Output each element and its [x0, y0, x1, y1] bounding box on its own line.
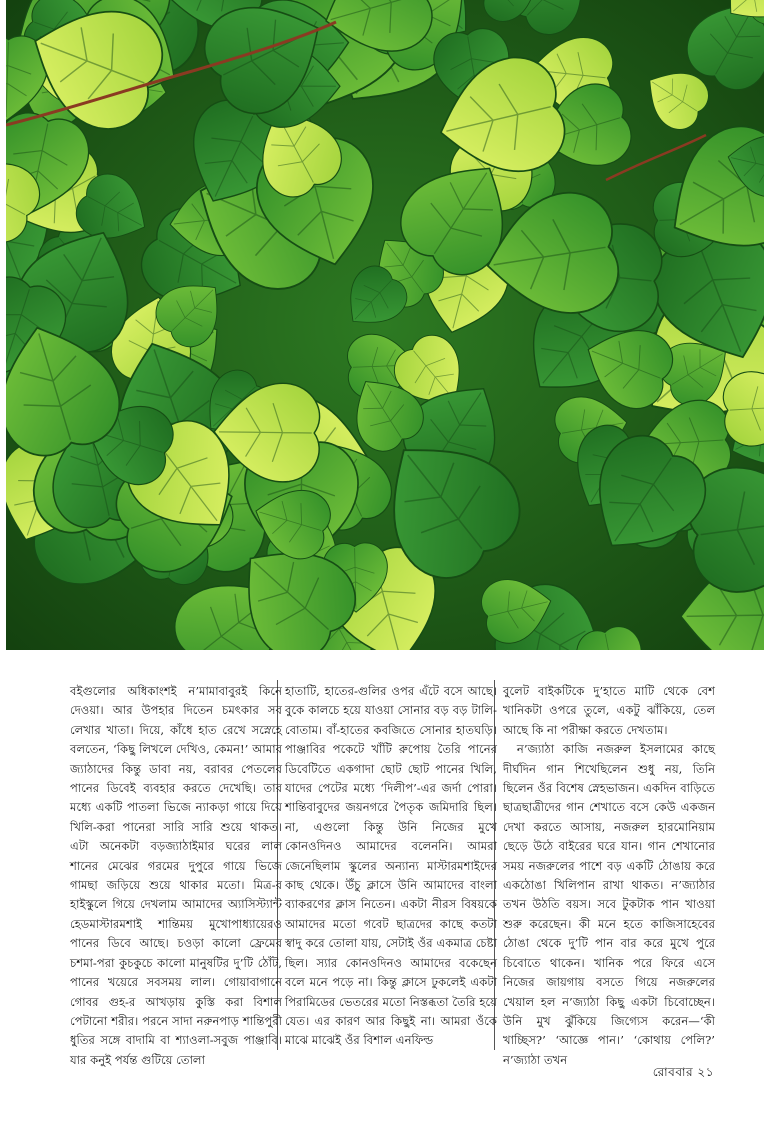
article-paragraph: বইগুলোর অধিকাংশই ন’মামাবাবুরই কিনে দেওয়া। আর উপহার দিতেন চমৎকার সব লেখার খাতা। দিয়ে, কাঁধে হাত রেখে সস্নেহে বলতেন, ‘কিছু লিখলে দেখিও, কেমন!’ আমার জ্যাঠাদের কিন্তু ডাবা নয়, বরাবর পেতলের পানের ডিবেই ব্যবহার করতে দেখেছি। তার মধ্যে একটি পাতলা ভিজে ন্যাকড়া গায়ে দিয়ে খিলি-করা পানেরা সারি সারি শুয়ে থাকত। এটা অনেকটা বড়জ্যাঠাইমার ঘরের লাল শানের মেঝের গরমের দুপুরে গায়ে ভিজে গামছা জড়িয়ে শুয়ে থাকার মতো। মিত্র-র হাইস্কুলে গিয়ে দেখলাম আমাদের অ্যাসিস্ট্যান্ট হেডমাস্টারমশাই শান্তিময় মুখোপাধ্যায়েরও পানের ডিবে আছে। চওড়া কালো ফ্রেমের চশমা-পরা কুচকুচে কালো মানুষটির দু’টি ঠোঁট, পানের খয়েরে সবসময় লাল। গোয়াবাগানে গোবর গুহ-র আখড়ায় কুস্তি করা বিশাল পেটানো শরীর। পরনে সাদা নরুনপাড় শান্তিপুরী ধুতির সঙ্গে বাদামি বা শ্যাওলা-সবুজ পাঞ্জাবি। যার কনুই পর্যন্ত গুটিয়ে তোলা — [70, 684, 282, 1067]
article-column-3 — [503, 682, 715, 1070]
article-column-2 — [285, 682, 497, 1051]
article-column-1 — [70, 682, 282, 1070]
leaves-illustration — [6, 0, 764, 650]
page-folio: রোববার ২১ — [652, 1065, 714, 1079]
article-paragraph: ন’জ্যাঠা কাজি নজরুল ইসলামের কাছে দীর্ঘদিন গান শিখেছিলেন শুধু নয়, তিনি ছিলেন ওঁর বিশেষ স্নেহভাজন। একদিন বাড়িতে ছাত্রছাত্রীদের গান শেখাতে বসে কেউ একজন দেখা করতে আসায়, নজরুল হারমোনিয়াম ছেড়ে উঠে বাইরের ঘরে যান। গান শেখানোর সময় নজরুলের পাশে বড় একটি ঠোঙায় করে একঠোঙা খিলিপান রাখা থাকত। ন’জ্যাঠার তখন উঠতি বয়স। সবে টুকটাক পান খাওয়া শুরু করেছেন। কী মনে হতে কাজিসাহেবের ঠোঙা থেকে দু’টি পান বার করে মুখে পুরে চিবোতে থাকেন। খানিক পরে ফিরে এসে নিজের জায়গায় বসতে গিয়ে নজরুলের খেয়াল হল ন’জ্যাঠা কিছু একটা চিবোচ্ছেন। উনি মুখ ঝুঁকিয়ে জিগ্যেস করেন—‘কী খাচ্ছিস?’ ‘আজ্ঞে পান।’ ‘কোথায় পেলি?’ ন’জ্যাঠা তখন — [503, 742, 715, 1067]
article-paragraph: হাতাটি, হাতের-গুলির ওপর এঁটে বসে আছে। বুকে কালচে হয়ে যাওয়া সোনার বড় বড় টালি-বোতাম। বাঁ-হাতের কবজিতে সোনার হাতঘড়ি। পাঞ্জাবির পকেটে খাঁটি রুপোয় তৈরি পানের ডিবেটিতে একগাদা ছোট ছোট পানের খিলি, যাদের পেটের মধ্যে ‘দিলীপ’-এর জর্দা পোরা। শান্তিবাবুদের জয়নগরে পৈতৃক জমিদারি ছিল। না, এগুলো কিন্তু উনি নিজের মুখে কোনওদিনও আমাদের বলেননি। আমরা জেনেছিলাম স্কুলের অন্যান্য মাস্টারমশাইদের কাছ থেকে। উঁচু ক্লাসে উনি আমাদের বাংলা ব্যাকরণের ক্লাস নিতেন। একটা নীরস বিষয়কে আমাদের মতো গবেট ছাত্রদের কাছে কতটা স্বাদু করে তোলা যায়, সেটাই ওঁর একমাত্র চেষ্টা ছিল। স্যার কোনওদিনও আমাদের বকেছেন বলে মনে পড়ে না। কিন্তু ক্লাসে ঢুকলেই একটা পিরামিডের ভেতরের মতো নিস্তব্ধতা তৈরি হয়ে যেত। এর কারণ আর কিছুই না। আমরা ওঁকে মাঝে মাঝেই ওঁর বিশাল এনফিল্ড — [285, 684, 497, 1048]
article-paragraph: বুলেট বাইকটিকে দু’হাতে মাটি থেকে বেশ খানিকটা ওপরে তুলে, একটু ঝাঁকিয়ে, তেল আছে কি না পরীক্ষা করতে দেখতাম। — [503, 684, 715, 737]
leaves-photo — [6, 0, 764, 650]
